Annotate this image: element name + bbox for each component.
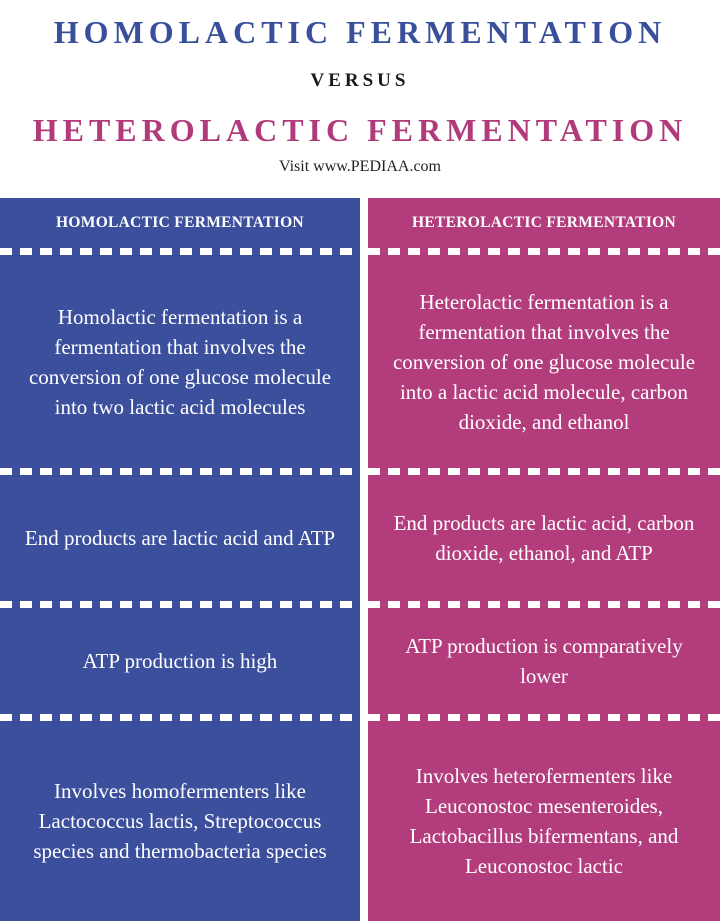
versus-label: VERSUS [310, 70, 410, 91]
homolactic-cell-atp: ATP production is high [82, 649, 278, 673]
dashed-divider [368, 468, 720, 475]
title-heterolactic: HETEROLACTIC FERMENTATION [32, 112, 688, 148]
dashed-divider [0, 468, 360, 475]
title-homolactic: HOMOLACTIC FERMENTATION [53, 14, 667, 50]
dashed-divider [368, 601, 720, 608]
homolactic-cell-definition: Homolactic fermentation is a fermentation that involves the conversion of one glucose molecule into two lactic acid molecules [28, 304, 332, 419]
homolactic-column [0, 198, 360, 921]
homolactic-column-header: HOMOLACTIC FERMENTATION [56, 214, 304, 231]
dashed-divider [368, 248, 720, 255]
page-header [0, 0, 720, 198]
heterolactic-column [368, 198, 720, 921]
dashed-divider [368, 714, 720, 721]
heterolactic-cell-atp: ATP production is comparatively lower [405, 634, 683, 688]
heterolactic-cell-definition: Heterolactic fermentation is a fermentation that involves the conversion of one glucose molecule into a lactic acid molecule, carbon dioxide, and ethanol [392, 289, 696, 434]
heterolactic-cell-end-products: End products are lactic acid, carbon dioxide, ethanol, and ATP [393, 511, 695, 565]
dashed-divider [0, 248, 360, 255]
heterolactic-cell-organisms: Involves heterofermenters like Leuconostoc mesenteroides, Lactobacillus bifermentans, and Leuconostoc lactic [409, 764, 679, 878]
dashed-divider [0, 714, 360, 721]
heterolactic-column-header: HETEROLACTIC FERMENTATION [412, 214, 676, 231]
visit-link-text: Visit www.PEDIAA.com [279, 158, 441, 175]
homolactic-cell-organisms: Involves homofermenters like Lactococcus lactis, Streptococcus species and thermobacteria species [33, 779, 327, 863]
dashed-divider [0, 601, 360, 608]
homolactic-cell-end-products: End products are lactic acid and ATP [24, 526, 336, 550]
